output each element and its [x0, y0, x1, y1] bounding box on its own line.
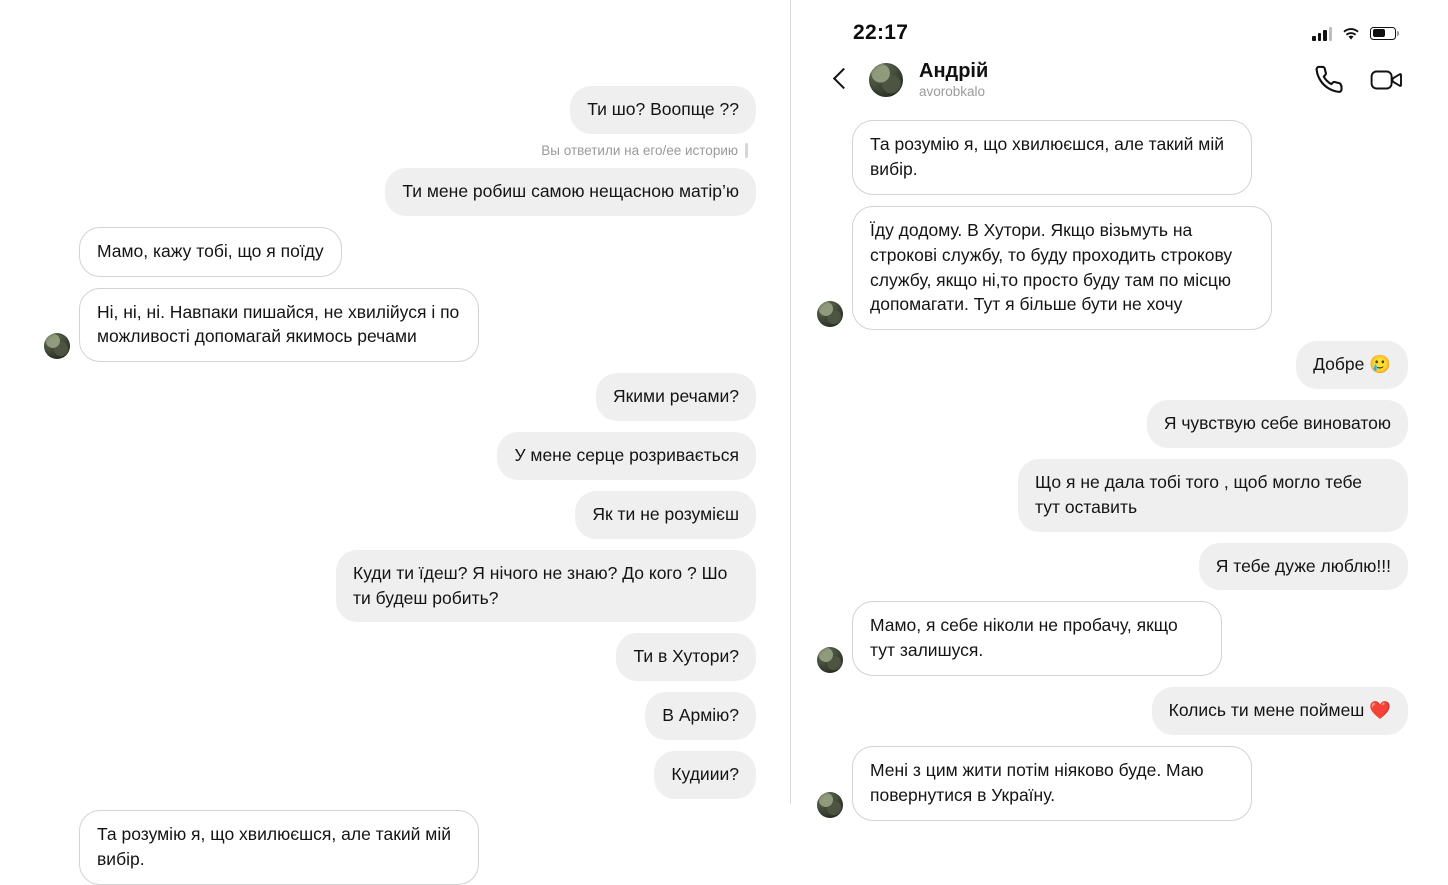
- message-bubble[interactable]: Мамо, кажу тобі, що я поїду: [79, 227, 342, 277]
- message-bubble[interactable]: Ти мене робиш самою нещасною матір’ю: [385, 168, 756, 216]
- message-row-out: [44, 432, 756, 480]
- message-bubble[interactable]: Добре 🥲: [1296, 341, 1408, 389]
- message-bubble[interactable]: Ні, ні, ні. Навпаки пишайся, не хвилійуся і по можливості допомагай якимось речами: [79, 288, 479, 363]
- phone-call-icon[interactable]: [1314, 65, 1344, 95]
- story-reply-bar-icon: [745, 143, 748, 158]
- sender-avatar: [817, 647, 843, 673]
- back-chevron-icon[interactable]: [829, 65, 855, 95]
- message-bubble[interactable]: Ти шо? Воопще ??: [570, 86, 756, 134]
- contact-name: Андрій: [919, 60, 989, 82]
- status-time: 22:17: [853, 21, 909, 44]
- message-row-out: [817, 459, 1408, 532]
- message-row-out: [817, 543, 1408, 591]
- message-row-in: [44, 288, 756, 363]
- right-message-thread[interactable]: [791, 110, 1448, 821]
- message-row-out: [44, 633, 756, 681]
- message-row-out: [44, 751, 756, 799]
- sender-avatar: [44, 333, 70, 359]
- message-row-out: [44, 491, 756, 539]
- message-row-in: [817, 746, 1408, 821]
- message-bubble[interactable]: Та розумію я, що хвилюєшся, але такий мій вибір.: [852, 120, 1252, 195]
- video-camera-icon[interactable]: [1370, 67, 1402, 93]
- message-row-out: [44, 86, 756, 134]
- sender-avatar: [817, 792, 843, 818]
- avatar-spacer: [44, 248, 70, 274]
- right-chat-panel: [790, 0, 1448, 804]
- status-bar: [791, 0, 1448, 56]
- chat-header: [791, 56, 1448, 110]
- story-reply-note: [44, 143, 756, 158]
- message-row-out: [817, 400, 1408, 448]
- message-bubble[interactable]: Та розумію я, що хвилюєшся, але такий мій вибір.: [79, 810, 479, 885]
- message-row-in: [44, 810, 756, 885]
- message-bubble[interactable]: Якими речами?: [596, 373, 756, 421]
- wifi-icon: [1341, 26, 1361, 41]
- message-row-in: [817, 206, 1408, 330]
- avatar-spacer: [817, 166, 843, 192]
- message-row-out: [44, 373, 756, 421]
- message-bubble[interactable]: Ти в Хутори?: [616, 633, 756, 681]
- message-bubble[interactable]: Я чувствую себе виноватою: [1147, 400, 1408, 448]
- message-bubble[interactable]: Мені з цим жити потім ніяково буде. Маю повернутися в Україну.: [852, 746, 1252, 821]
- message-row-out: [44, 692, 756, 740]
- avatar-spacer: [44, 856, 70, 882]
- message-bubble[interactable]: Я тебе дуже люблю!!!: [1199, 543, 1408, 591]
- message-row-out: [44, 550, 756, 623]
- battery-icon: [1370, 27, 1396, 40]
- message-bubble[interactable]: В Армію?: [645, 692, 756, 740]
- signal-bars-icon: [1312, 26, 1332, 41]
- contact-avatar[interactable]: [869, 63, 903, 97]
- message-bubble[interactable]: Їду додому. В Хутори. Якщо візьмуть на строкові службу, то буду проходить строкову службу, якщо ні,то просто буду там по місцю допомагати. Тут я більше бути не хочу: [852, 206, 1272, 330]
- message-bubble[interactable]: Що я не дала тобі того , щоб могло тебе тут оставить: [1018, 459, 1408, 532]
- sender-avatar: [817, 301, 843, 327]
- message-bubble[interactable]: Колись ти мене поймеш ❤️: [1152, 687, 1408, 735]
- message-bubble[interactable]: Мамо, я себе ніколи не пробачу, якщо тут залишуся.: [852, 601, 1222, 676]
- message-bubble[interactable]: У мене серце розривається: [497, 432, 756, 480]
- message-bubble[interactable]: Як ти не розумієш: [575, 491, 756, 539]
- status-indicators: [1312, 26, 1396, 41]
- message-row-in: [44, 227, 756, 277]
- message-row-out: [817, 341, 1408, 389]
- header-actions: [1314, 65, 1402, 95]
- message-row-in: [817, 120, 1408, 195]
- message-row-out: [817, 687, 1408, 735]
- story-reply-note-text: Вы ответили на его/ее историю: [541, 142, 738, 158]
- message-row-out: [44, 168, 756, 216]
- message-bubble[interactable]: Куди ти їдеш? Я нічого не знаю? До кого ? Шо ти будеш робить?: [336, 550, 756, 623]
- message-row-in: [817, 601, 1408, 676]
- contact-handle: avorobkalo: [919, 84, 986, 99]
- message-bubble[interactable]: Кудиии?: [654, 751, 756, 799]
- contact-info[interactable]: [919, 60, 1300, 100]
